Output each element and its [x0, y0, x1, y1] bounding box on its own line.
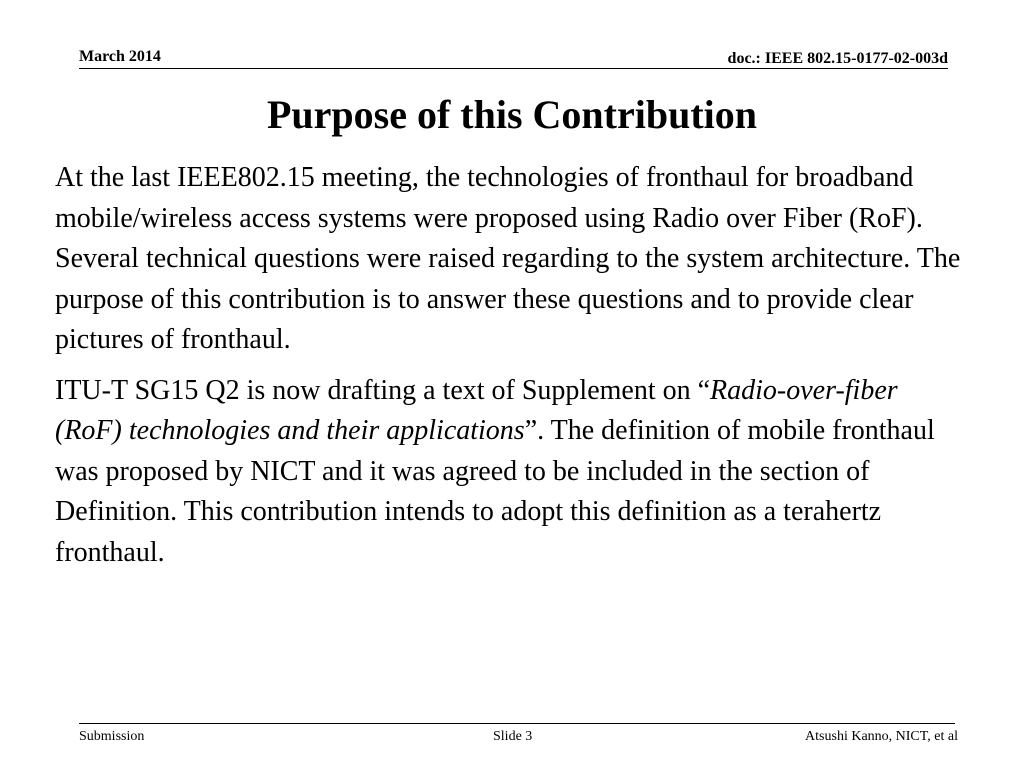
body-paragraph-1: At the last IEEE802.15 meeting, the technologies of fronthaul for broadband mobile/wireless access systems were proposed using Radio over Fiber (RoF). Several technical questions were raised regarding to the system architecture. The purpose of this contribution is to answer these questions and to provide clear pictures of fronthaul. [55, 162, 961, 355]
footer-divider [79, 723, 955, 724]
paragraph-2-lead: ITU-T SG15 Q2 is now drafting a text of Supplement on “ [55, 374, 711, 406]
slide-body [55, 158, 965, 583]
footer-slide-number: Slide 3 [493, 729, 533, 744]
body-paragraph-2 [55, 371, 965, 574]
slide-title: Purpose of this Contribution [266, 92, 758, 137]
header-divider [79, 68, 948, 69]
footer-author: Atsushi Kanno, NICT, et al [805, 729, 958, 744]
paragraph-2-tail: ”. The definition of mobile fronthaul was proposed by NICT and it was agreed to be included in the section of Definition. This contribution intends to adopt this definition as a terahertz fronthaul. [55, 415, 935, 568]
footer-submission: Submission [79, 729, 145, 744]
header-date: March 2014 [79, 48, 161, 65]
header-doc-id: doc.: IEEE 802.15-0177-02-003d [727, 50, 948, 67]
supplement-title: Radio-over-fiber (RoF) technologies and their applications [55, 374, 898, 446]
